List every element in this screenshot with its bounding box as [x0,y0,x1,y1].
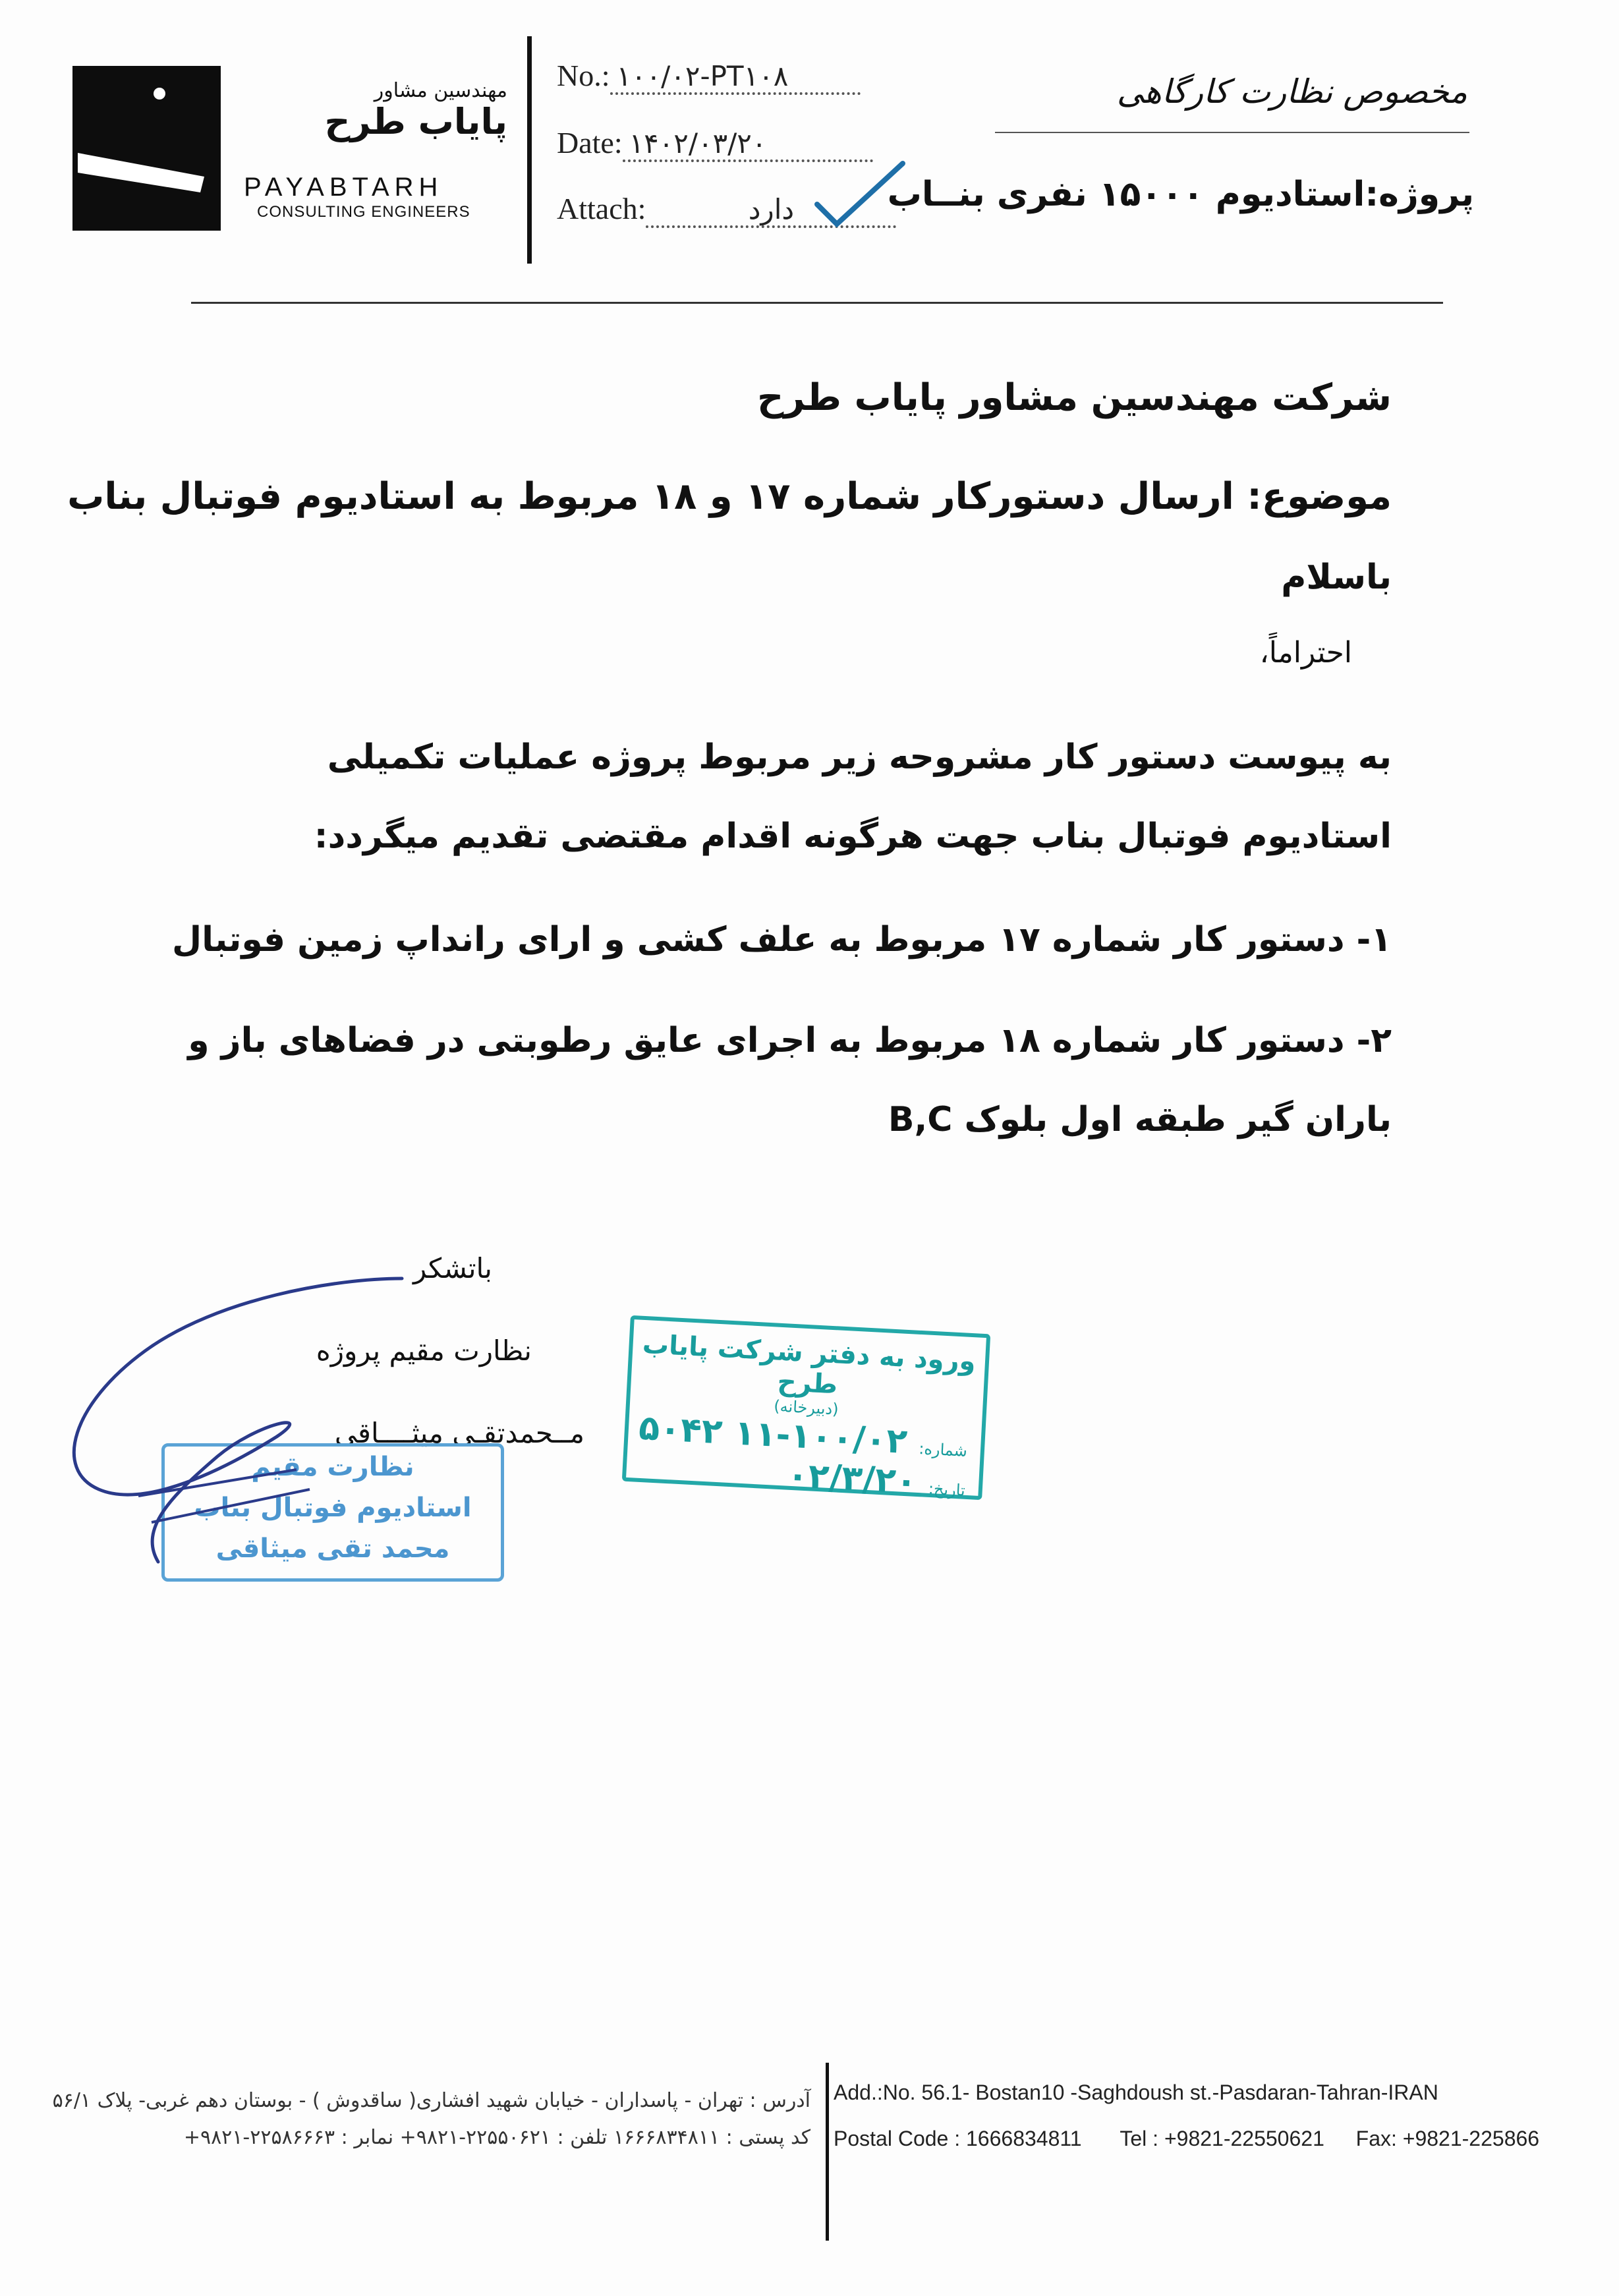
footer-en-fax: Fax: +9821-225866 [1355,2127,1540,2150]
header-underline [995,132,1469,133]
footer-en-postal: Postal Code : 1666834811 [834,2127,1082,2150]
date-label: Date: [557,126,623,159]
footer-english [834,2069,1539,2162]
header-divider [527,36,532,264]
entry-stamp-subtitle: (دبیرخانه) [773,1396,839,1419]
attach-label: Attach: [557,192,646,225]
signature-name: مــحمدتقـی میثــــاقی [334,1417,584,1449]
greeting: باسلام [1281,558,1392,597]
footer-divider [826,2063,829,2241]
number-label: No.: [557,59,610,92]
footer-fa-contacts: کد پستی : ۱۶۶۶۸۳۴۸۱۱ تلفن : ۲۲۵۵۰۶۲۱-۹۸۲۱+ نمابر : ۲۲۵۸۶۶۶۳-۹۸۲۱+ [183,2126,810,2149]
logo-en-sub: CONSULTING ENGINEERS [257,203,470,221]
footer-en-contacts [834,2115,1539,2162]
signature-role: نظارت مقیم پروژه [316,1335,532,1367]
entry-stamp-number: ۱۰۰/۰۲-۱۱ ۵۰۴۲ [637,1408,909,1462]
letter-date-field [557,125,873,162]
signature-thanks: باتشکر [412,1252,492,1284]
footer-en-address: Add.:No. 56.1- Bostan10 -Saghdoush st.-Pasdaran-Tahran-IRAN [834,2081,1438,2104]
entry-stamp-date: ۰۲/۳/۲۰ [786,1455,918,1502]
logo-graphic [72,66,221,231]
header-separator [191,302,1443,304]
handwritten-signature [59,1272,428,1582]
letter-number-field [557,58,861,95]
logo-persian-text [217,79,507,141]
number-value: ۱۰۰/۰۲-PT۱۰۸ [610,60,861,95]
entry-stamp-number-label: شماره: [918,1439,968,1460]
entry-stamp [622,1315,990,1500]
footer-fa-address: آدرس : تهران - پاسداران - خیابان شهید افشاری( ساقدوش ) - بوستان دهم غربی- پلاک ۵۶/۱ [52,2089,810,2112]
entry-stamp-date-label: تاریخ: [928,1479,966,1500]
respect-line: احتراماً، [1259,636,1352,670]
attach-value: دارد [646,193,896,228]
logo-en-name: PAYABTARH [244,173,443,202]
date-value: ۱۴۰۲/۰۳/۲۰ [623,127,873,162]
stamp-line-2: استادیوم فوتبال بناب [194,1493,472,1523]
list-item-2: ۲- دستور کار شماره ۱۸ مربوط به اجرای عایق رطوبتی در فضاهای باز و باران گیر طبقه اول بلوک B,C [188,1021,1392,1139]
recipient-company: شرکت مهندسین مشاور پایاب طرح [757,376,1392,419]
project-name: پروژه:استادیوم ۱۵۰۰۰ نفری بنــاب [887,175,1474,214]
letter-subject: موضوع: ارسال دستورکار شماره ۱۷ و ۱۸ مربوط به استادیوم فوتبال بناب [67,475,1392,518]
header-title: مخصوص نظارت کارگاهی [1116,72,1467,111]
logo-fa-big: پایاب طرح [324,101,507,142]
footer-persian [40,2082,810,2156]
logo-fa-small: مهندسین مشاور [374,79,507,102]
stamp-line-1: نظارت مقیم [251,1452,414,1482]
body-paragraph: به پیوست دستور کار مشروحه زیر مربوط پروژه عملیات تکمیلی استادیوم فوتبال بناب جهت هرگونه اقدام مقتضی تقدیم میگردد: [314,737,1392,856]
entry-stamp-title: ورود به دفتر شرکت پایاب طرح [641,1329,977,1400]
list-item-1: ۱- دستور کار شماره ۱۷ مربوط به علف کشی و ارای رانداپ زمین فوتبال [172,920,1392,960]
footer-en-tel: Tel : +9821-22550621 [1120,2127,1324,2150]
stamp-line-3: محمد تقی میثاقی [215,1534,450,1564]
company-logo [72,66,221,231]
